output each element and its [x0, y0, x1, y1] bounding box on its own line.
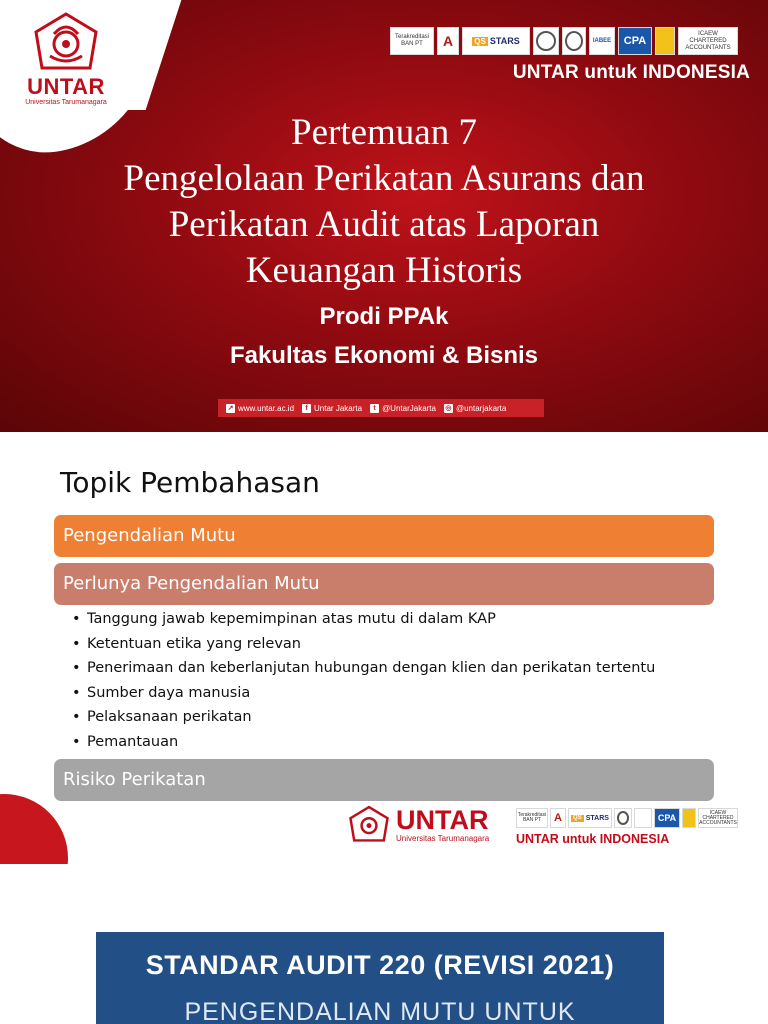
list-item: • Ketentuan etika yang relevan: [72, 632, 655, 657]
topic-bar-need-for-quality-control: Perlunya Pengendalian Mutu: [54, 563, 714, 605]
untar-emblem-icon: [32, 12, 100, 74]
title-line: Pertemuan 7: [291, 112, 477, 153]
list-item: • Pemantauan: [72, 730, 655, 755]
twitter-icon: t: [370, 404, 379, 413]
icaew-badge: ICAEW CHARTERED ACCOUNTANTS: [678, 27, 738, 55]
accreditation-badges: [516, 808, 738, 828]
list-item: • Tanggung jawab kepemimpinan atas mutu di dalam KAP: [72, 607, 655, 632]
social-facebook[interactable]: f Untar Jakarta: [302, 404, 362, 413]
program-name: Prodi PPAk: [319, 303, 449, 330]
tagline: UNTAR untuk INDONESIA: [516, 832, 670, 846]
instagram-icon: ◎: [445, 404, 452, 412]
social-twitter[interactable]: t @UntarJakarta: [370, 404, 436, 413]
title-slide: [0, 0, 768, 432]
iabee-badge: [634, 808, 652, 828]
logo-wordmark: UNTAR: [27, 74, 105, 99]
title-line: Keuangan Historis: [245, 250, 523, 291]
topic-bar-engagement-risk: Risiko Perikatan: [54, 759, 714, 801]
grade-a-badge: A: [550, 808, 566, 828]
ban-pt-badge: Terakreditasi BAN PT: [516, 808, 548, 828]
list-item: • Sumber daya manusia: [72, 681, 655, 706]
cpa-australia-badge: CPA: [618, 27, 652, 55]
topic-bullet-list: [72, 607, 655, 754]
title-line: Pengelolaan Perikatan Asurans dan: [123, 158, 645, 199]
social-website[interactable]: ↗ www.untar.ac.id: [227, 403, 295, 413]
list-item: • Pelaksanaan perikatan: [72, 705, 655, 730]
slide-title: STANDAR AUDIT 220 (REVISI 2021): [145, 950, 615, 980]
slide-heading: Topik Pembahasan: [60, 466, 320, 499]
icaew-badge: ICAEW CHARTERED ACCOUNTANTS: [698, 808, 738, 828]
iso-cert-badge: [533, 27, 559, 55]
red-corner-decoration: [0, 794, 68, 864]
grade-a-badge: A: [437, 27, 459, 55]
logo-subtitle: Universitas Tarumanagara: [25, 99, 107, 106]
ban-pt-badge: Terakreditasi BAN PT: [390, 27, 434, 55]
facebook-icon: f: [302, 404, 311, 413]
accreditation-badges: [390, 27, 738, 55]
faculty-name: Fakultas Ekonomi & Bisnis: [229, 342, 539, 369]
title-line: Perikatan Audit atas Laporan: [168, 204, 600, 245]
qs-stars-badge: QS STARS: [568, 808, 612, 828]
crest-badge: [682, 808, 696, 828]
untar-logo: [348, 805, 489, 845]
iabee-badge: IABEE: [589, 27, 615, 55]
list-item: • Penerimaan dan keberlanjutan hubungan dengan klien dan perikatan tertentu: [72, 656, 655, 681]
qs-stars-badge: QS STARS: [462, 27, 530, 55]
topic-bar-quality-control: Pengendalian Mutu: [54, 515, 714, 557]
slide-subtitle: PENGENDALIAN MUTU UNTUK: [184, 998, 576, 1024]
iso-cert-badge: [614, 808, 632, 828]
tagline: UNTAR untuk INDONESIA: [512, 62, 750, 83]
cpa-australia-badge: CPA: [654, 808, 680, 828]
topics-slide: [0, 432, 768, 864]
logo-subtitle: Universitas Tarumanagara: [396, 833, 490, 843]
logo-wordmark: UNTAR: [396, 804, 489, 835]
untar-logo: [18, 12, 114, 107]
social-instagram[interactable]: ◎ @untarjakarta: [445, 403, 507, 413]
globe-icon: ↗: [227, 404, 234, 412]
slide-title: [40, 110, 728, 294]
untar-emblem-icon: [348, 805, 390, 845]
cert-seal-badge: [562, 27, 586, 55]
social-links-bar: [218, 399, 544, 417]
standard-slide: [96, 932, 664, 1024]
crest-badge: [655, 27, 675, 55]
